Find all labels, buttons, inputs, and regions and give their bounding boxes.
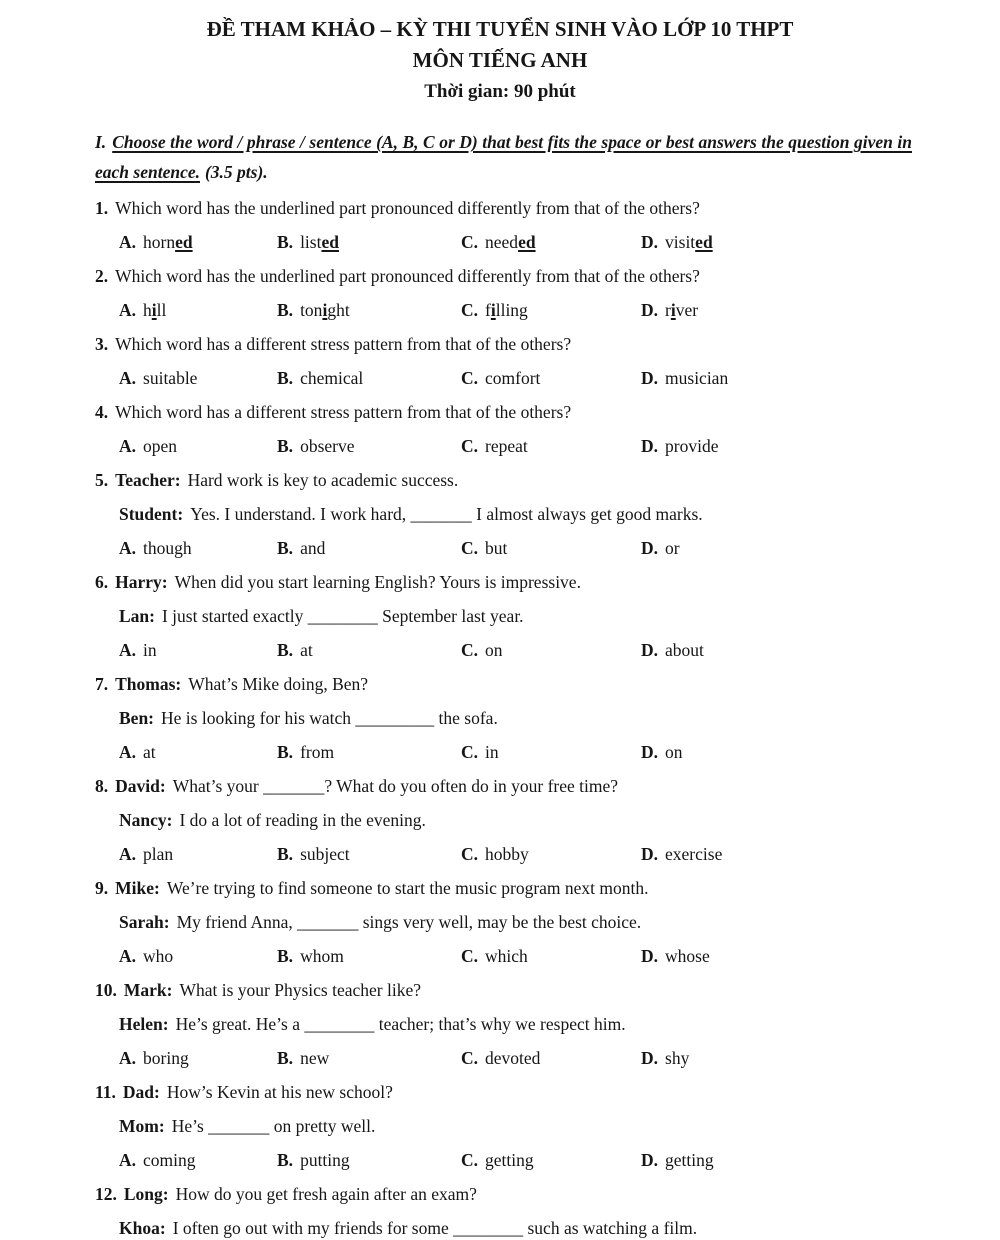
option-text: devoted	[485, 1048, 541, 1068]
option	[641, 1041, 912, 1075]
option-text: in	[485, 742, 499, 762]
option-text: plan	[143, 844, 174, 864]
option-label: D.	[641, 742, 659, 762]
option-label: D.	[641, 538, 659, 558]
question	[95, 191, 912, 259]
question-line	[119, 1211, 912, 1240]
option-label: C.	[461, 1150, 479, 1170]
option-label: D.	[641, 300, 659, 320]
question-text: Yes. I understand. I work hard, _______ I almost always get good marks.	[190, 504, 703, 524]
option-text: or	[665, 538, 680, 558]
option-label: D.	[641, 844, 659, 864]
option-label: B.	[277, 1150, 294, 1170]
speaker-name: Mike:	[115, 878, 160, 898]
question-line	[119, 803, 912, 837]
option	[641, 293, 912, 327]
option-label: C.	[461, 844, 479, 864]
option-label: D.	[641, 368, 659, 388]
option-label: D.	[641, 232, 659, 252]
option-text: list	[300, 232, 322, 252]
option-label: B.	[277, 1048, 294, 1068]
option	[461, 837, 641, 871]
option-label: C.	[461, 368, 479, 388]
exam-body	[0, 127, 1000, 1240]
section-number: I.	[95, 132, 107, 152]
option-text: comfort	[485, 368, 541, 388]
question-line	[119, 1007, 912, 1041]
option-underlined-part: ed	[321, 232, 339, 252]
option	[119, 361, 277, 395]
speaker-name: David:	[115, 776, 166, 796]
question-first-line	[95, 191, 912, 225]
question-first-line	[95, 1075, 912, 1109]
question-text: Which word has the underlined part pronounced differently from that of the others?	[115, 198, 700, 218]
question-number: 6.	[95, 572, 109, 592]
question-text: What’s Mike doing, Ben?	[188, 674, 369, 694]
question	[95, 463, 912, 565]
option-label: A.	[119, 844, 137, 864]
option-text: horn	[143, 232, 176, 252]
option-underlined-part: i	[490, 300, 496, 320]
question-text: When did you start learning English? Yours is impressive.	[174, 572, 581, 592]
options-row	[119, 1143, 912, 1177]
option	[119, 429, 277, 463]
option-label: A.	[119, 640, 137, 660]
option-text: but	[485, 538, 508, 558]
option-text: repeat	[485, 436, 528, 456]
question-first-line	[95, 973, 912, 1007]
option	[641, 633, 912, 667]
speaker-name: Khoa:	[119, 1218, 166, 1238]
option	[119, 633, 277, 667]
option-label: A.	[119, 538, 137, 558]
option	[119, 531, 277, 565]
question-first-line	[95, 395, 912, 429]
option-underlined-part: i	[670, 300, 676, 320]
question-text: What is your Physics teacher like?	[179, 980, 422, 1000]
option-label: B.	[277, 538, 294, 558]
option-label: B.	[277, 742, 294, 762]
option-label: C.	[461, 538, 479, 558]
options-row	[119, 225, 912, 259]
section-instruction: Choose the word / phrase / sentence (A, B, C or D) that best fits the space or best answers the question given in each sentence.	[95, 132, 912, 182]
option-text: coming	[143, 1150, 196, 1170]
question-line	[119, 1109, 912, 1143]
option-text: observe	[300, 436, 355, 456]
question-number: 10.	[95, 980, 117, 1000]
question-first-line	[95, 463, 912, 497]
exam-header	[0, 0, 1000, 107]
option-label: C.	[461, 1048, 479, 1068]
option-text: ver	[675, 300, 699, 320]
question-line	[119, 599, 912, 633]
exam-title: ĐỀ THAM KHẢO – KỲ THI TUYỂN SINH VÀO LỚP 10 THPT	[206, 17, 794, 41]
option-label: A.	[119, 368, 137, 388]
question-number: 9.	[95, 878, 109, 898]
options-row	[119, 293, 912, 327]
option-text: lling	[495, 300, 528, 320]
question	[95, 667, 912, 769]
option-text: f	[485, 300, 491, 320]
option-text: though	[143, 538, 192, 558]
option-text: who	[143, 946, 174, 966]
option	[461, 293, 641, 327]
question-line	[119, 905, 912, 939]
option	[641, 225, 912, 259]
option-text: at	[143, 742, 156, 762]
option-text: on	[665, 742, 683, 762]
option	[461, 361, 641, 395]
option-label: D.	[641, 640, 659, 660]
option-label: B.	[277, 844, 294, 864]
option-underlined-part: ed	[518, 232, 536, 252]
question-text: What’s your _______? What do you often do in your free time?	[172, 776, 619, 796]
option-text: ght	[327, 300, 350, 320]
option	[277, 1143, 461, 1177]
option	[277, 429, 461, 463]
option-text: provide	[665, 436, 719, 456]
question-number: 2.	[95, 266, 109, 286]
option-label: C.	[461, 946, 479, 966]
option	[641, 837, 912, 871]
question-text: He’s great. He’s a ________ teacher; that’s why we respect him.	[175, 1014, 626, 1034]
question-first-line	[95, 769, 912, 803]
option-label: C.	[461, 436, 479, 456]
option-label: A.	[119, 436, 137, 456]
option-label: A.	[119, 946, 137, 966]
speaker-name: Mark:	[123, 980, 173, 1000]
option-label: A.	[119, 232, 137, 252]
option-text: which	[485, 946, 528, 966]
speaker-name: Mom:	[119, 1116, 165, 1136]
option-text: suitable	[143, 368, 198, 388]
option-text: getting	[665, 1150, 714, 1170]
options-row	[119, 633, 912, 667]
option-label: C.	[461, 300, 479, 320]
question	[95, 769, 912, 871]
option	[641, 361, 912, 395]
question-text: I just started exactly ________ September last year.	[161, 606, 524, 626]
option-text: open	[143, 436, 178, 456]
question-text: He’s _______ on pretty well.	[171, 1116, 376, 1136]
option-underlined-part: i	[151, 300, 157, 320]
question-number: 8.	[95, 776, 109, 796]
option-text: musician	[665, 368, 729, 388]
option-label: B.	[277, 946, 294, 966]
question	[95, 973, 912, 1075]
option-label: B.	[277, 300, 294, 320]
option-label: A.	[119, 742, 137, 762]
question-first-line	[95, 871, 912, 905]
question-text: Hard work is key to academic success.	[187, 470, 459, 490]
option	[119, 293, 277, 327]
option-text: about	[665, 640, 704, 660]
options-row	[119, 837, 912, 871]
option-label: D.	[641, 946, 659, 966]
question-first-line	[95, 667, 912, 701]
option	[461, 633, 641, 667]
option	[277, 361, 461, 395]
option-text: chemical	[300, 368, 364, 388]
option-text: from	[300, 742, 335, 762]
option-text: ll	[156, 300, 167, 320]
question-number: 4.	[95, 402, 109, 422]
question	[95, 395, 912, 463]
option	[461, 1143, 641, 1177]
question-first-line	[95, 259, 912, 293]
question-number: 7.	[95, 674, 109, 694]
section-points: (3.5 pts).	[204, 162, 268, 182]
option-underlined-part: i	[322, 300, 328, 320]
option-text: r	[665, 300, 671, 320]
option-label: B.	[277, 436, 294, 456]
option	[277, 1041, 461, 1075]
question-first-line	[95, 565, 912, 599]
question-line	[119, 497, 912, 531]
option-text: in	[143, 640, 157, 660]
option	[277, 837, 461, 871]
exam-duration: Thời gian: 90 phút	[424, 81, 576, 102]
option	[277, 225, 461, 259]
option	[119, 1143, 277, 1177]
speaker-name: Nancy:	[119, 810, 173, 830]
question-text: We’re trying to find someone to start the music program next month.	[166, 878, 649, 898]
speaker-name: Teacher:	[115, 470, 181, 490]
question-first-line	[95, 1177, 912, 1211]
option-text: visit	[665, 232, 696, 252]
question-text: Which word has a different stress pattern from that of the others?	[115, 402, 572, 422]
speaker-name: Helen:	[119, 1014, 169, 1034]
option-text: subject	[300, 844, 350, 864]
option-text: new	[300, 1048, 330, 1068]
exam-subject: MÔN TIẾNG ANH	[412, 48, 588, 72]
options-row	[119, 531, 912, 565]
options-row	[119, 429, 912, 463]
question	[95, 327, 912, 395]
speaker-name: Harry:	[115, 572, 168, 592]
question-text: My friend Anna, _______ sings very well, may be the best choice.	[176, 912, 642, 932]
section-heading	[95, 127, 912, 187]
options-row	[119, 939, 912, 973]
speaker-name: Ben:	[119, 708, 154, 728]
option-label: B.	[277, 232, 294, 252]
option-underlined-part: ed	[695, 232, 713, 252]
option	[641, 939, 912, 973]
option-text: at	[300, 640, 313, 660]
speaker-name: Lan:	[119, 606, 155, 626]
option-text: shy	[665, 1048, 690, 1068]
question-text: How do you get fresh again after an exam?	[175, 1184, 477, 1204]
speaker-name: Student:	[119, 504, 184, 524]
option	[641, 735, 912, 769]
question-text: Which word has a different stress pattern from that of the others?	[115, 334, 572, 354]
option-label: A.	[119, 300, 137, 320]
speaker-name: Sarah:	[119, 912, 170, 932]
option	[641, 429, 912, 463]
option-label: B.	[277, 368, 294, 388]
option	[461, 1041, 641, 1075]
question	[95, 1177, 912, 1240]
question-number: 5.	[95, 470, 109, 490]
option	[119, 735, 277, 769]
option-text: need	[485, 232, 519, 252]
option	[119, 225, 277, 259]
option-label: C.	[461, 742, 479, 762]
option-text: boring	[143, 1048, 189, 1068]
option	[277, 531, 461, 565]
question-number: 12.	[95, 1184, 117, 1204]
question	[95, 565, 912, 667]
question-number: 1.	[95, 198, 109, 218]
options-row	[119, 1041, 912, 1075]
option-text: exercise	[665, 844, 723, 864]
option-label: B.	[277, 640, 294, 660]
option	[461, 225, 641, 259]
option	[277, 735, 461, 769]
question	[95, 871, 912, 973]
option-text: on	[485, 640, 503, 660]
option-label: C.	[461, 640, 479, 660]
option-text: hobby	[485, 844, 529, 864]
option-label: A.	[119, 1048, 137, 1068]
option	[461, 939, 641, 973]
question-text: I often go out with my friends for some ________ such as watching a film.	[172, 1218, 698, 1238]
option-text: getting	[485, 1150, 534, 1170]
speaker-name: Long:	[123, 1184, 169, 1204]
option	[461, 429, 641, 463]
option-label: D.	[641, 1150, 659, 1170]
option	[277, 939, 461, 973]
question-list	[95, 191, 912, 1240]
option	[641, 531, 912, 565]
option-text: h	[143, 300, 152, 320]
option	[119, 939, 277, 973]
question-text: I do a lot of reading in the evening.	[179, 810, 426, 830]
option	[119, 1041, 277, 1075]
option-label: D.	[641, 436, 659, 456]
option	[461, 531, 641, 565]
question-text: How’s Kevin at his new school?	[166, 1082, 393, 1102]
question	[95, 259, 912, 327]
option	[461, 735, 641, 769]
question-first-line	[95, 327, 912, 361]
question	[95, 1075, 912, 1177]
option-text: whose	[665, 946, 710, 966]
option-text: ton	[300, 300, 323, 320]
speaker-name: Thomas:	[115, 674, 182, 694]
speaker-name: Dad:	[122, 1082, 160, 1102]
options-row	[119, 361, 912, 395]
question-text: Which word has the underlined part pronounced differently from that of the others?	[115, 266, 700, 286]
option	[119, 837, 277, 871]
option-text: putting	[300, 1150, 350, 1170]
question-number: 11.	[95, 1082, 116, 1102]
option	[641, 1143, 912, 1177]
option	[277, 293, 461, 327]
question-number: 3.	[95, 334, 109, 354]
options-row	[119, 735, 912, 769]
option-label: A.	[119, 1150, 137, 1170]
question-line	[119, 701, 912, 735]
option	[277, 633, 461, 667]
option-text: and	[300, 538, 326, 558]
question-text: He is looking for his watch _________ the sofa.	[161, 708, 498, 728]
option-label: C.	[461, 232, 479, 252]
option-underlined-part: ed	[175, 232, 193, 252]
option-text: whom	[300, 946, 344, 966]
option-label: D.	[641, 1048, 659, 1068]
